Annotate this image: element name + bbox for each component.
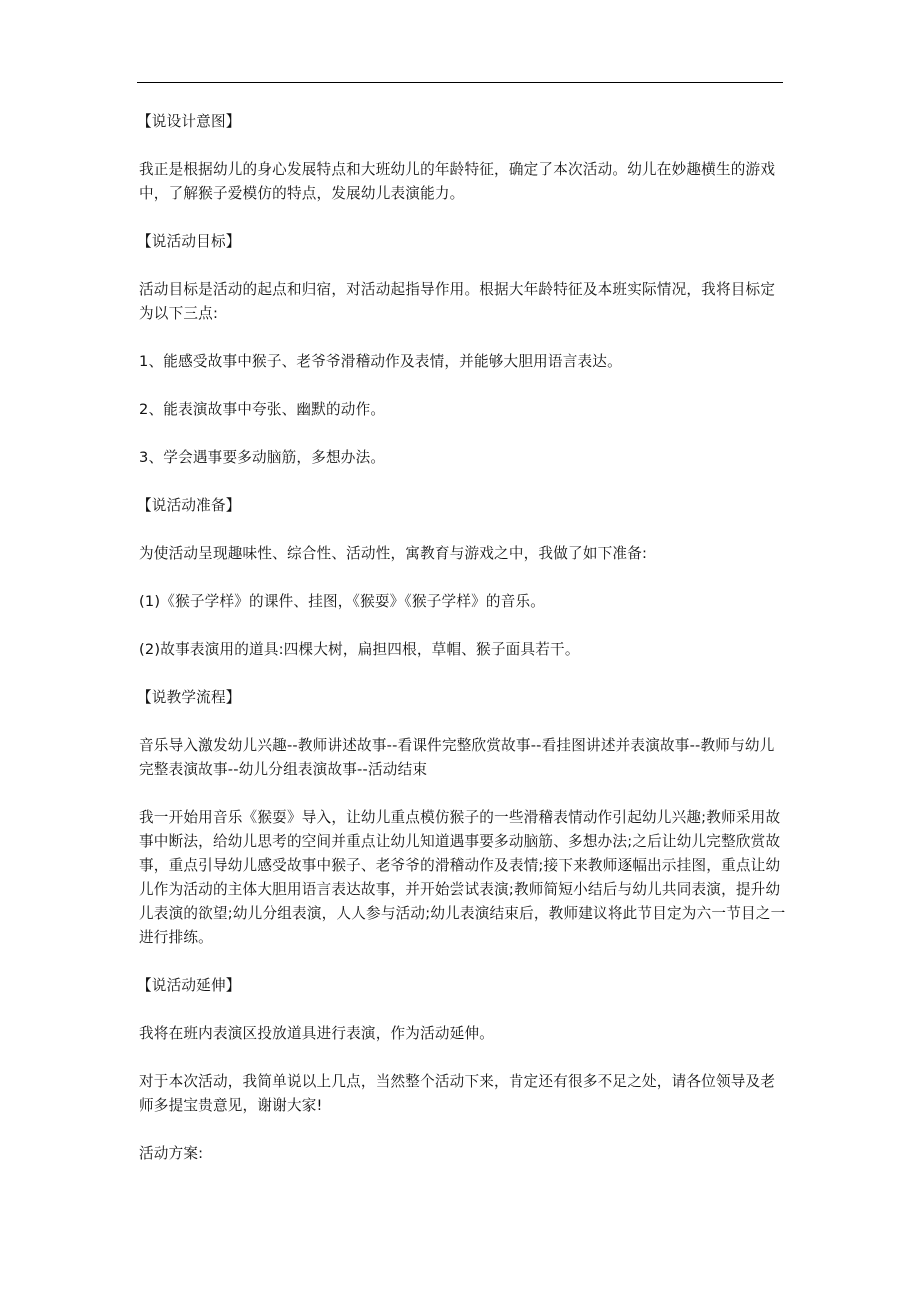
- paragraph-extension: 我将在班内表演区投放道具进行表演，作为活动延伸。: [139, 1025, 495, 1042]
- header-rule: [137, 82, 783, 83]
- paragraph-process-detail: 我一开始用音乐《猴耍》导入，让幼儿重点模仿猴子的一些滑稽表情动作引起幼儿兴趣;教师采用故事中断法，给幼儿思考的空间并重点让幼儿知道遇事要多动脑筋、多想办法;之后让幼儿完整欣赏故事，重点引导幼儿感受故事中猴子、老爷爷的滑稽动作及表情;接下来教师逐幅出示挂图，重点让幼儿作为活动的主体大胆用语言表达故事，并开始尝试表演;教师简短小结后与幼儿共同表演，提升幼儿表演的欲望;幼儿分组表演，人人参与活动;幼儿表演结束后，教师建议将此节目定为六一节目之一进行排练。: [139, 809, 786, 946]
- paragraph-goals-intro: 活动目标是活动的起点和归宿，对活动起指导作用。根据大年龄特征及本班实际情况，我将目标定为以下三点:: [139, 281, 776, 322]
- paragraph-closing: 对于本次活动，我简单说以上几点，当然整个活动下来，肯定还有很多不足之处，请各位领导及老师多提宝贵意见，谢谢大家!: [139, 1073, 776, 1114]
- section-heading-extension: 【说活动延伸】: [137, 977, 241, 994]
- preparation-item-1: (1)《猴子学样》的课件、挂图，《猴耍》《猴子学样》的音乐。: [139, 593, 546, 610]
- section-heading-teaching-process: 【说教学流程】: [137, 689, 241, 706]
- paragraph-design-intent: 我正是根据幼儿的身心发展特点和大班幼儿的年龄特征，确定了本次活动。幼儿在妙趣横生的游戏中，了解猴子爱模仿的特点，发展幼儿表演能力。: [139, 161, 776, 202]
- paragraph-activity-plan-label: 活动方案:: [139, 1145, 204, 1162]
- paragraph-process-overview: 音乐导入激发幼儿兴趣--教师讲述故事--看课件完整欣赏故事--看挂图讲述并表演故事--教师与幼儿完整表演故事--幼儿分组表演故事--活动结束: [139, 737, 775, 778]
- section-heading-preparation: 【说活动准备】: [137, 497, 241, 514]
- preparation-item-2: (2)故事表演用的道具:四棵大树，扁担四根，草帽、猴子面具若干。: [139, 641, 580, 658]
- section-heading-design-intent: 【说设计意图】: [137, 113, 241, 130]
- goal-item-3: 3、学会遇事要多动脑筋，多想办法。: [139, 449, 386, 466]
- goal-item-1: 1、能感受故事中猴子、老爷爷滑稽动作及表情，并能够大胆用语言表达。: [139, 353, 622, 370]
- goal-item-2: 2、能表演故事中夸张、幽默的动作。: [139, 401, 386, 418]
- document-body: [139, 110, 787, 1190]
- section-heading-activity-goals: 【说活动目标】: [137, 233, 241, 250]
- paragraph-preparation-intro: 为使活动呈现趣味性、综合性、活动性，寓教育与游戏之中，我做了如下准备:: [139, 545, 648, 562]
